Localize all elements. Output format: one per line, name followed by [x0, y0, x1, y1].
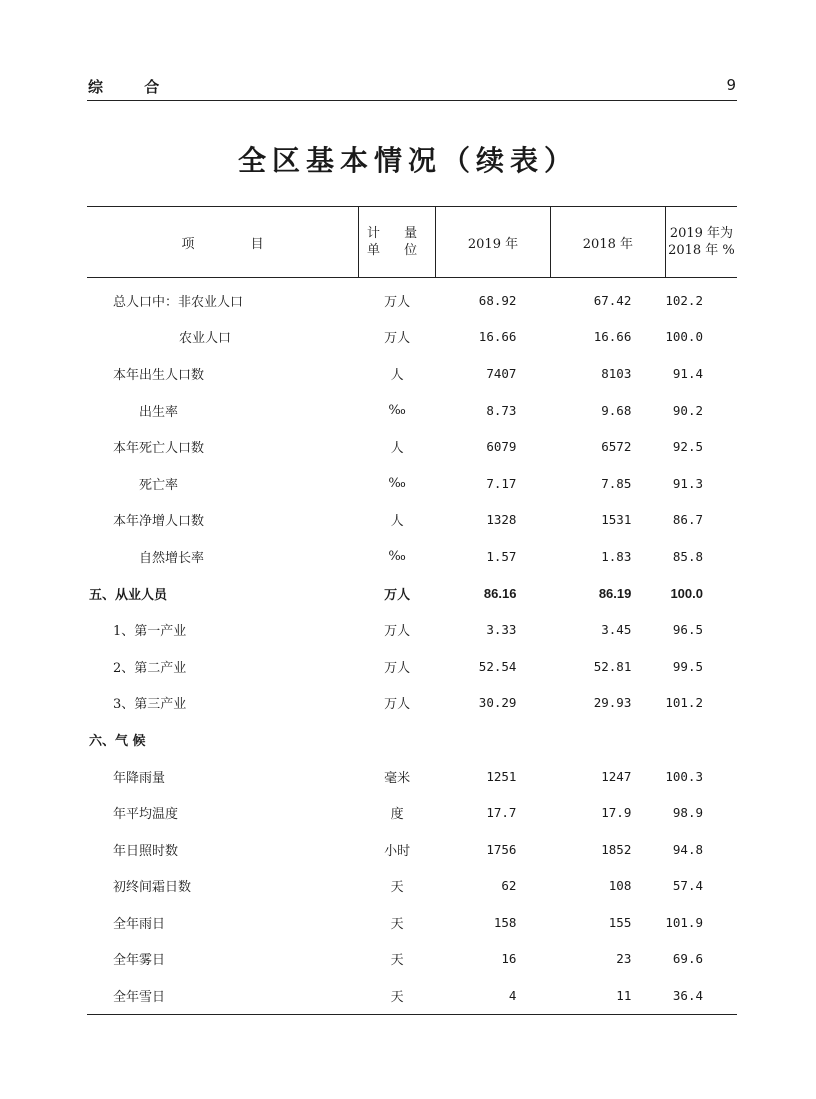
- table-row: [87, 575, 737, 612]
- row-item-label: 1、第一产业: [113, 624, 187, 640]
- row-value-2018: 6572: [601, 439, 632, 455]
- row-item-label: 初终间霜日数: [113, 880, 192, 896]
- row-value-2018: 86.19: [598, 585, 632, 601]
- row-value-2018: 1852: [601, 841, 632, 857]
- row-value-ratio: 102.2: [665, 292, 703, 308]
- row-value-ratio: 90.2: [672, 402, 703, 418]
- row-item-label: 农业人口: [179, 331, 232, 347]
- column-header-2019: 2019 年: [436, 207, 551, 278]
- row-item-label: 本年出生人口数: [113, 367, 205, 383]
- row-unit: 天: [390, 990, 404, 1006]
- row-value-ratio: 100.0: [670, 585, 703, 601]
- statistics-table: [87, 206, 737, 1015]
- row-value-ratio: [665, 721, 737, 758]
- row-value-2018: 1531: [601, 512, 632, 528]
- column-header-item: 项 目: [87, 207, 359, 278]
- column-header-2018: 2018 年: [550, 207, 665, 278]
- row-value-2019: 4: [508, 988, 517, 1004]
- table-row: [87, 465, 737, 502]
- row-value-2019: 16: [501, 951, 517, 967]
- row-unit: 人: [390, 441, 404, 457]
- table-row: [87, 721, 737, 758]
- row-value-2019: 30.29: [478, 695, 517, 711]
- row-value-2019: 158: [493, 914, 517, 930]
- row-value-2018: 1.83: [601, 548, 632, 564]
- row-unit: 万人: [384, 331, 411, 347]
- row-value-2019: 17.7: [486, 805, 517, 821]
- table-row: [87, 538, 737, 575]
- header-rule: [87, 100, 737, 101]
- table-row: [87, 502, 737, 539]
- row-item-label: 六、气 候: [89, 733, 146, 749]
- row-value-2018: 7.85: [601, 475, 632, 491]
- table-row: [87, 794, 737, 831]
- section-header: 综 合: [88, 78, 178, 96]
- row-unit: 毫米: [384, 770, 411, 786]
- row-value-ratio: 101.9: [665, 914, 703, 930]
- row-unit: 度: [390, 807, 404, 823]
- row-item-label: 年平均温度: [113, 807, 179, 823]
- column-header-unit-line2: 单 位: [367, 243, 428, 258]
- row-value-2018: 1247: [601, 768, 632, 784]
- row-item-label: 全年雨日: [113, 916, 166, 932]
- table-row: [87, 941, 737, 978]
- row-unit: 万人: [384, 660, 411, 676]
- row-unit: 万人: [384, 294, 411, 310]
- row-value-2019: 7407: [486, 365, 517, 381]
- table-row: [87, 392, 737, 429]
- row-item-label: 3、第三产业: [113, 697, 187, 713]
- row-value-2019: 6079: [486, 439, 517, 455]
- row-item-label: 年日照时数: [113, 843, 179, 859]
- row-value-ratio: 91.4: [672, 365, 703, 381]
- column-header-ratio: [665, 207, 737, 278]
- row-value-2019: 7.17: [486, 475, 517, 491]
- row-value-2018: [550, 721, 665, 758]
- row-unit: 万人: [384, 697, 411, 713]
- row-value-2018: 9.68: [601, 402, 632, 418]
- row-value-2019: 62: [501, 878, 517, 894]
- table-row: [87, 977, 737, 1014]
- row-value-2019: 1.57: [486, 548, 517, 564]
- row-value-2019: 68.92: [478, 292, 517, 308]
- row-value-ratio: 98.9: [672, 805, 703, 821]
- row-unit: ‰: [388, 475, 406, 491]
- table-row: [87, 831, 737, 868]
- row-item-label: 本年死亡人口数: [113, 441, 205, 457]
- row-item-label: 死亡率: [139, 477, 179, 493]
- row-item-label: 出生率: [139, 404, 179, 420]
- row-value-2019: 86.16: [483, 585, 517, 601]
- row-value-ratio: 100.3: [665, 768, 703, 784]
- column-header-ratio-line1: 2019 年为: [669, 226, 734, 241]
- row-item-label: 全年雪日: [113, 990, 166, 1006]
- row-value-ratio: 86.7: [672, 512, 703, 528]
- row-value-ratio: 101.2: [665, 695, 703, 711]
- row-value-2018: 67.42: [593, 292, 632, 308]
- column-header-ratio-line2: 2018 年 %: [668, 243, 735, 258]
- row-value-ratio: 99.5: [672, 658, 703, 674]
- row-unit: ‰: [388, 402, 406, 418]
- row-value-ratio: 92.5: [672, 439, 703, 455]
- row-value-ratio: 100.0: [665, 329, 703, 345]
- row-item-label: 五、从业人员: [89, 587, 168, 603]
- table-row: [87, 868, 737, 905]
- row-unit: ‰: [388, 548, 406, 564]
- row-unit: 人: [390, 514, 404, 530]
- row-value-2019: 1251: [486, 768, 517, 784]
- table-row: [87, 758, 737, 795]
- row-item-label: 本年净增人口数: [113, 514, 205, 530]
- row-value-ratio: 85.8: [672, 548, 703, 564]
- row-unit: 天: [390, 953, 404, 969]
- table-row: [87, 278, 737, 319]
- row-unit: 万人: [384, 624, 411, 640]
- row-value-2019: 1756: [486, 841, 517, 857]
- row-item-label: 全年雾日: [113, 953, 166, 969]
- row-value-2019: [436, 721, 551, 758]
- row-value-2018: 16.66: [593, 329, 632, 345]
- row-value-2018: 108: [608, 878, 632, 894]
- row-value-2018: 29.93: [593, 695, 632, 711]
- row-value-ratio: 94.8: [672, 841, 703, 857]
- row-value-2018: 155: [608, 914, 632, 930]
- row-item-label: 2、第二产业: [113, 660, 187, 676]
- row-item-label: 年降雨量: [113, 770, 166, 786]
- table-row: [87, 611, 737, 648]
- row-value-2019: 1328: [486, 512, 517, 528]
- row-value-2019: 8.73: [486, 402, 517, 418]
- row-item-label: 总人口中：非农业人口: [113, 294, 244, 310]
- row-value-ratio: 57.4: [672, 878, 703, 894]
- row-value-2018: 8103: [601, 365, 632, 381]
- row-value-ratio: 91.3: [672, 475, 703, 491]
- row-value-ratio: 36.4: [672, 988, 703, 1004]
- table-row: [87, 355, 737, 392]
- page-number: 9: [726, 76, 736, 94]
- row-unit: 天: [390, 880, 404, 896]
- row-value-ratio: 69.6: [672, 951, 703, 967]
- row-value-2018: 23: [616, 951, 632, 967]
- table-row: [87, 904, 737, 941]
- table-row: [87, 428, 737, 465]
- row-unit: 人: [390, 367, 404, 383]
- row-value-2019: 52.54: [478, 658, 517, 674]
- row-value-2018: 17.9: [601, 805, 632, 821]
- row-value-2018: 52.81: [593, 658, 632, 674]
- row-value-2018: 11: [616, 988, 632, 1004]
- page-title: 全区基本情况（续表）: [237, 144, 578, 177]
- table-row: [87, 685, 737, 722]
- table-row: [87, 648, 737, 685]
- row-value-2018: 3.45: [601, 622, 632, 638]
- row-item-label: 自然增长率: [139, 550, 205, 566]
- row-value-ratio: 96.5: [672, 622, 703, 638]
- row-unit: 天: [390, 916, 404, 932]
- row-unit: 小时: [384, 843, 411, 859]
- table-row: [87, 319, 737, 356]
- row-unit: [359, 721, 436, 758]
- column-header-unit: [359, 207, 436, 278]
- row-value-2019: 3.33: [486, 622, 517, 638]
- row-unit: 万人: [384, 587, 411, 603]
- column-header-unit-line1: 计 量: [367, 226, 428, 241]
- row-value-2019: 16.66: [478, 329, 517, 345]
- table-header-row: [87, 207, 737, 278]
